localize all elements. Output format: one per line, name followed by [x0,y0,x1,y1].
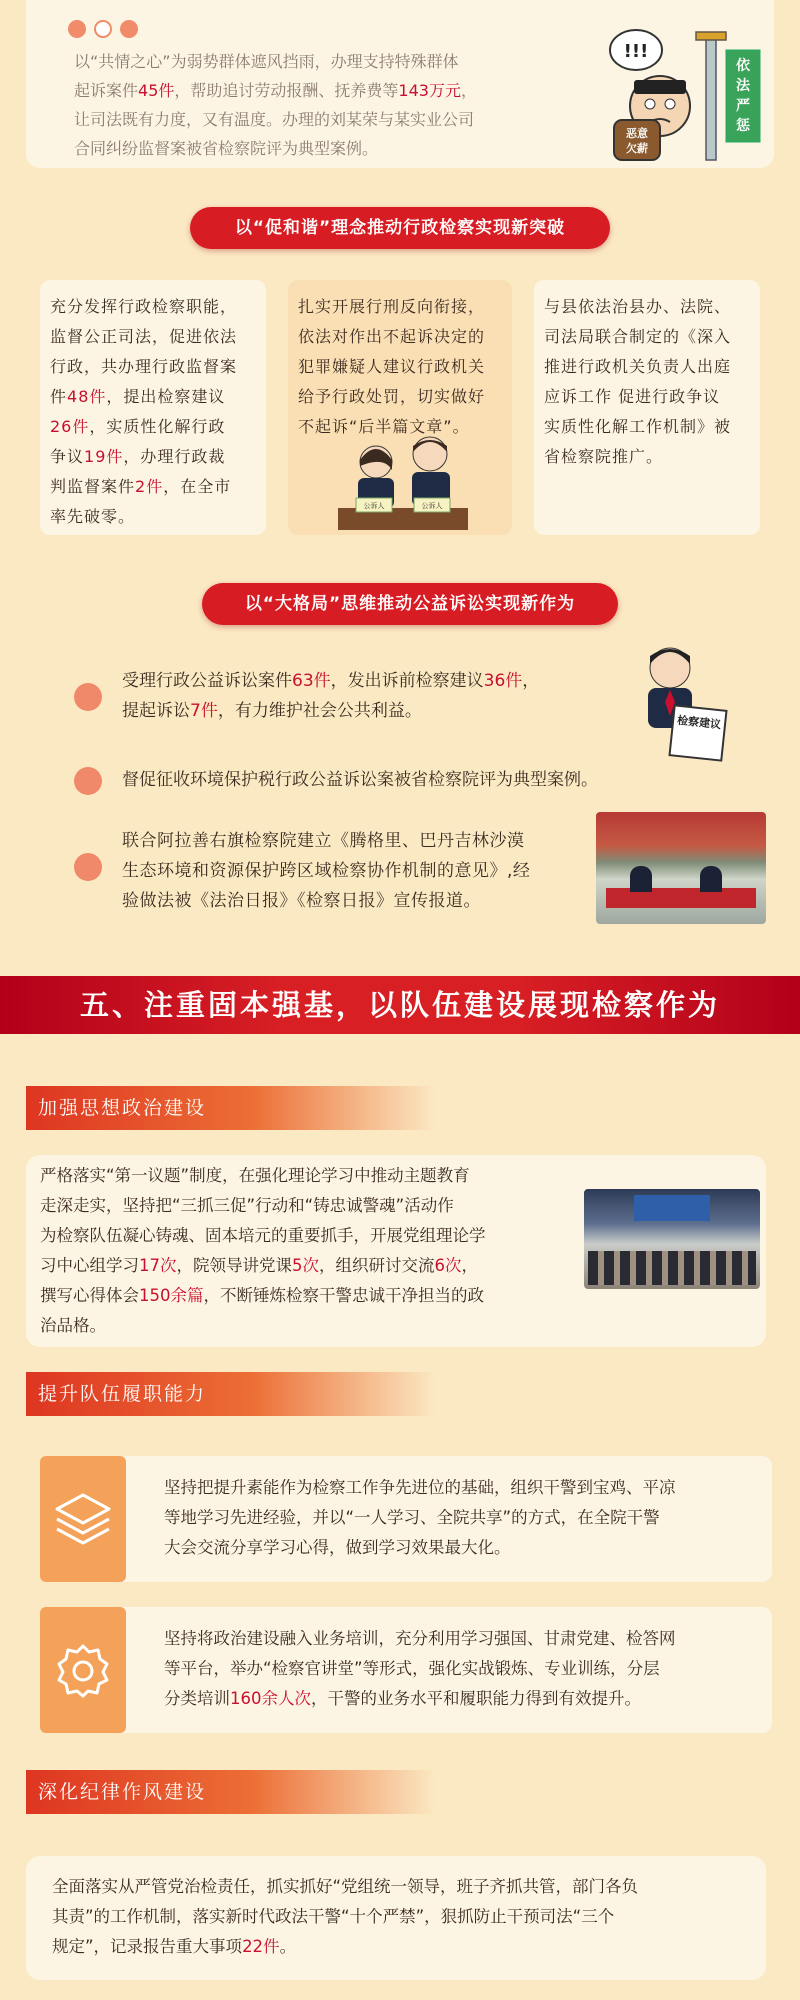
capability-card-1-text: 坚持把提升素能作为检察工作争先进位的基础，组织干警到宝鸡、平凉 等地学习先进经验，并以“一人学习、全院共享”的方式，在全院干警 大会交流分享学习心得，做到学习效果最大化。 [164,1478,676,1557]
public-item-3: 联合阿拉善右旗检察院建立《腾格里、巴丹吉林沙漠 生态环境和资源保护跨区域检察协作机制的意见》,经 验做法被《法治日报》《检察日报》宣传报道。 [122,831,531,911]
discipline-card [26,1856,766,1980]
capability-card-2-text: 坚持将政治建设融入业务培训，充分利用学习强国、甘肃党建、检答网 等平台，举办“检察官讲堂”等形式，强化实战锻炼、专业训练，分层 分类培训160余人次，干警的业务水平和履职能力得到有效提升。 [164,1629,676,1708]
window-dot-3 [120,20,138,38]
political-building-heading: 加强思想政治建设 [26,1086,436,1130]
signer-left [630,866,652,892]
political-building-card [26,1155,766,1347]
study-session-photo [584,1189,760,1289]
svg-text:依: 依 [736,58,750,74]
svg-text:惩: 惩 [736,118,750,134]
window-dot-2 [94,20,112,38]
public-item-2: 督促征收环境保护税行政公益诉讼案被省检察院评为典型案例。 [122,770,598,790]
intro-text [74,47,594,163]
admin-section-title: 以“促和谐”理念推动行政检察实现新突破 [190,207,610,249]
intro-line-1: 以“共情之心”为弱势群体遮风挡雨，办理支持特殊群体 [74,52,459,71]
svg-text:法: 法 [736,78,750,94]
window-dot-1 [68,20,86,38]
public-bullet-2 [74,767,102,795]
capability-card-1 [40,1456,772,1582]
capability-card-2 [40,1607,772,1733]
svg-text:公诉人: 公诉人 [421,502,443,510]
political-building-text: 严格落实“第一议题”制度，在强化理论学习中推动主题教育 走深走实，坚持把“三抓三促”行动和“铸忠诚警魂”活动作 为检察队伍凝心铸魂、固本培元的重要抓手，开展党组理论学 习中心组学习17次，院领导讲党课5次，组织研讨交流6次， 撰写心得体会150余篇，不断锤炼检察干警忠诚干净担当的政 治品格。 [40,1166,486,1335]
svg-text:欠薪: 欠薪 [626,142,648,155]
svg-text:检察建议: 检察建议 [676,713,722,732]
intro-line-2: 起诉案件45件，帮助追讨劳动报酬、抚养费等143万元， [74,81,477,100]
discipline-text: 全面落实从严管党治检责任，抓实抓好“党组统一领导，班子齐抓共管，部门各负 其责”的工作机制，落实新时代政法干警“十个严禁”，狠抓防止干预司法“三个 规定”，记录报告重大事项22件。 [52,1877,639,1956]
section-five-banner: 五、注重固本强基，以队伍建设展现检察作为 [0,976,800,1034]
admin-card-3-text: 与县依法治县办、法院、 司法局联合制定的《深入 推进行政机关负责人出庭 应诉工作 促进行政争议 实质性化解工作机制》被 省检察院推广。 [544,297,732,466]
admin-card-2 [288,280,512,535]
layers-icon [53,1489,113,1549]
admin-card-1-text: 充分发挥行政检察职能， 监督公正司法，促进依法 行政，共办理行政监督案 件48件，提出检察建议 26件，实质性化解行政 争议19件，办理行政裁 判监督案件2件，在全市 率先破零。 [50,297,238,526]
meeting-screen [634,1195,710,1221]
prosecutor-proposal-illustration [630,640,734,764]
svg-text:恶意: 恶意 [626,127,648,140]
intro-card [26,0,774,168]
public-bullet-1 [74,683,102,711]
admin-card-1 [40,280,266,535]
admin-card-3 [534,280,760,535]
audience-rows [588,1251,756,1285]
discipline-heading: 深化纪律作风建设 [26,1770,436,1814]
prosecutors-illustration [328,432,478,532]
public-section-title: 以“大格局”思维推动公益诉讼实现新作为 [202,583,618,625]
wage-theft-illustration [574,10,764,168]
public-item-1: 受理行政公益诉讼案件63件，发出诉前检察建议36件， 提起诉讼7件，有力维护社会公共利益。 [122,671,540,721]
capability-card-1-iconbox [40,1456,126,1582]
signer-right [700,866,722,892]
admin-card-2-text: 扎实开展行刑反向衔接， 依法对作出不起诉决定的 犯罪嫌疑人建议行政机关 给予行政处罚，切实做好 不起诉“后半篇文章”。 [298,297,486,436]
intro-line-3: 让司法既有力度，又有温度。办理的刘某荣与某实业公司 [74,110,475,129]
intro-line-4: 合同纠纷监督案被省检察院评为典型案例。 [74,139,379,158]
svg-text:!!!: !!! [623,41,649,62]
svg-text:严: 严 [736,98,750,114]
cooperation-signing-photo [596,812,766,924]
signing-table [606,888,756,908]
capability-card-2-iconbox [40,1607,126,1733]
svg-text:公诉人: 公诉人 [363,502,385,510]
capability-heading: 提升队伍履职能力 [26,1372,436,1416]
public-bullet-3 [74,853,102,881]
gear-icon [55,1642,111,1698]
